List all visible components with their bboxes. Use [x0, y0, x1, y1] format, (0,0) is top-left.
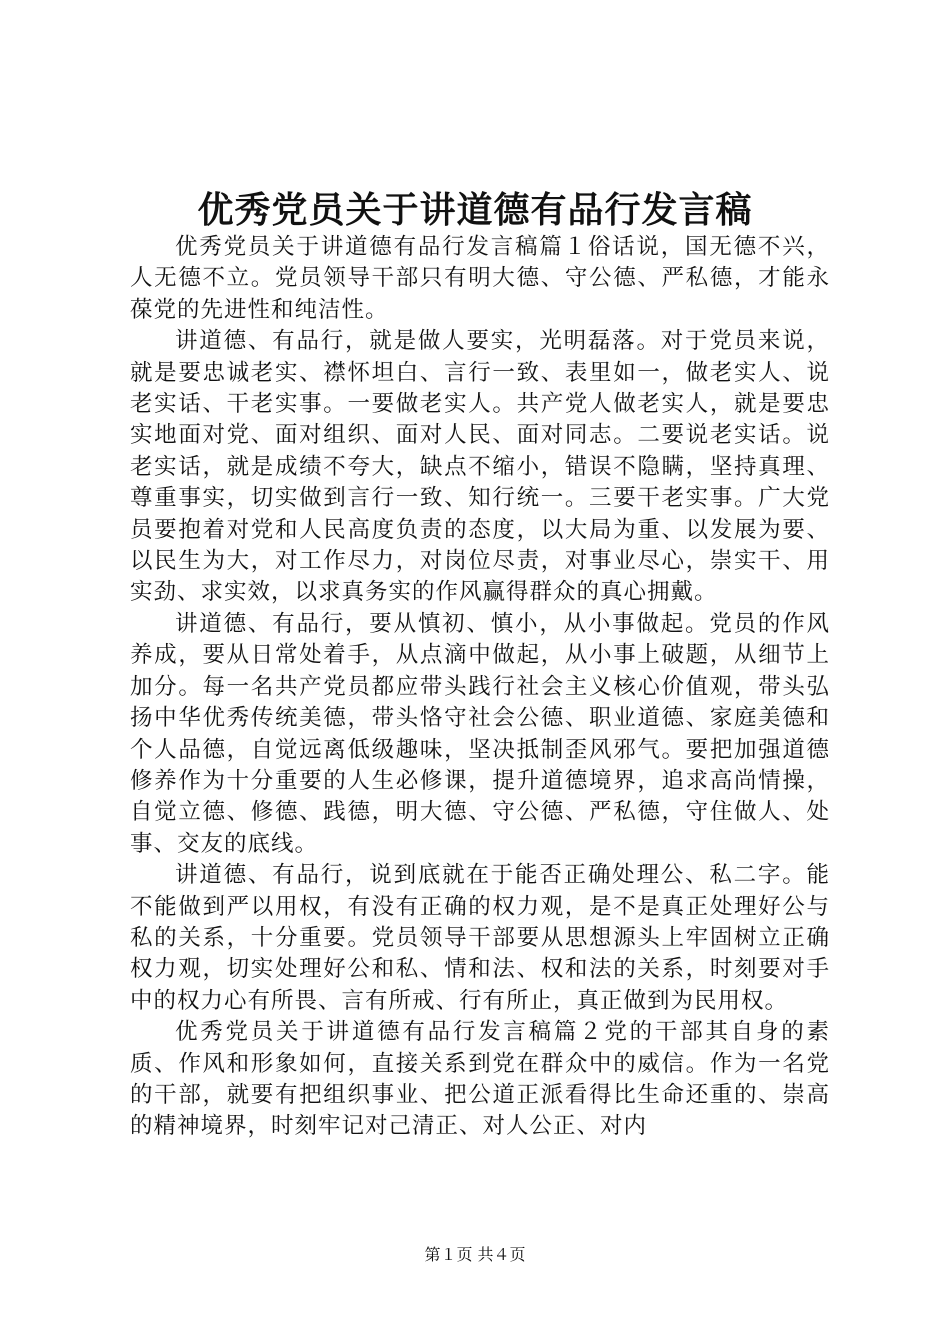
- paragraph-3: 讲道德、有品行，要从慎初、慎小，从小事做起。党员的作风养成，要从日常处着手，从点滴中做起，从小事上破题，从细节上加分。每一名共产党员都应带头践行社会主义核心价值观，带头弘扬中华优秀传统美德，带头恪守社会公德、职业道德、家庭美德和个人品德，自觉远离低级趣味，坚决抵制歪风邪气。要把加强道德修养作为十分重要的人生必修课，提升道德境界，追求高尚情操，自觉立德、修德、践德，明大德、守公德、严私德，守住做人、处事、交友的底线。: [130, 610, 830, 857]
- paragraph-5: 优秀党员关于讲道德有品行发言稿篇２党的干部其自身的素质、作风和形象如何，直接关系到党在群众中的威信。作为一名党的干部，就要有把组织事业、把公道正派看得比生命还重的、崇高的精神境界，时刻牢记对己清正、对人公正、对内: [130, 1019, 830, 1140]
- paragraph-1: 优秀党员关于讲道德有品行发言稿篇１俗话说，国无德不兴，人无德不立。党员领导干部只有明大德、守公德、严私德，才能永葆党的先进性和纯洁性。: [130, 234, 830, 323]
- document-body: [130, 232, 830, 1143]
- document-title: 优秀党员关于讲道德有品行发言稿: [197, 189, 753, 231]
- page-footer: 第１页 共４页: [424, 1245, 526, 1264]
- paragraph-2: 讲道德、有品行，就是做人要实，光明磊落。对于党员来说，就是要忠诚老实、襟怀坦白、言行一致、表里如一，做老实人、说老实话、干老实事。一要做老实人。共产党人做老实人，就是要忠实地面对党、面对组织、面对人民、面对同志。二要说老实话。说老实话，就是成绩不夸大，缺点不缩小，错误不隐瞒，坚持真理、尊重事实，切实做到言行一致、知行统一。三要干老实事。广大党员要抱着对党和人民高度负责的态度，以大局为重、以发展为要、以民生为大，对工作尽力，对岗位尽责，对事业尽心，崇实干、用实劲、求实效，以求真务实的作风赢得群众的真心拥戴。: [130, 328, 830, 606]
- paragraph-4: 讲道德、有品行，说到底就在于能否正确处理公、私二字。能不能做到严以用权，有没有正确的权力观，是不是真正处理好公与私的关系，十分重要。党员领导干部要从思想源头上牢固树立正确权力观，切实处理好公和私、情和法、权和法的关系，时刻要对手中的权力心有所畏、言有所戒、行有所止，真正做到为民用权。: [130, 862, 830, 1014]
